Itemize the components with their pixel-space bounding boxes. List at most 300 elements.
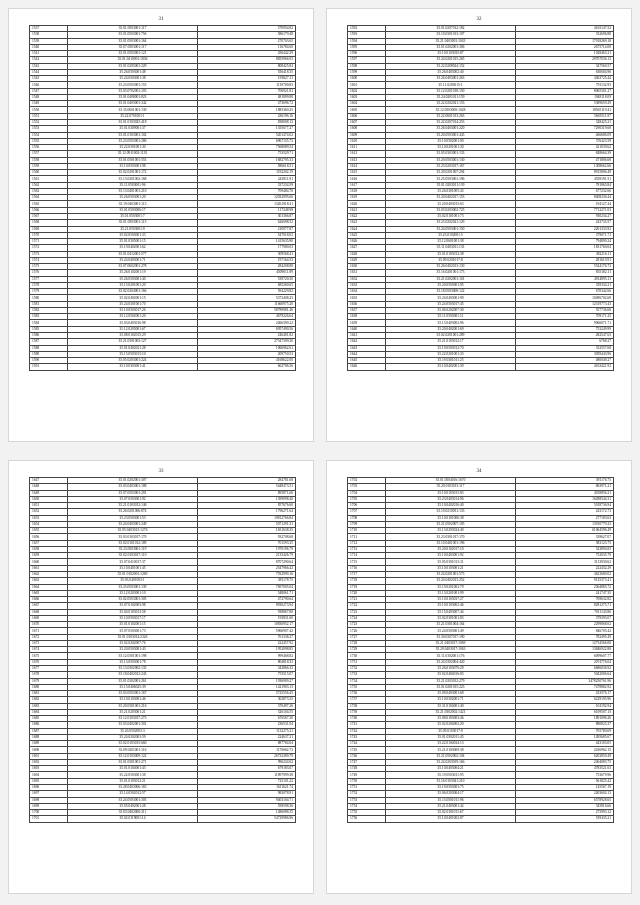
row-number: 1669 [30,615,68,621]
row-number: 1644 [348,351,386,357]
cadastral-number: 35.19.0503003:75 [386,785,516,791]
row-number: 1723 [348,609,386,615]
cadastral-value: 685260.65 [198,282,296,288]
cadastral-value: 781865.84 [516,182,614,188]
row-number: 1648 [30,484,68,490]
cadastral-number: 35.19.0301011:25 [386,358,516,364]
cadastral-value: 193831.60 [198,615,296,621]
cadastral-value: 379393.07 [516,615,614,621]
cadastral-number: 35.13.0201001:99 [386,590,516,596]
cadastral-value: 794890.24 [516,239,614,245]
cadastral-value: 12734566.08 [516,640,614,646]
row-number: 1699 [30,803,68,809]
cadastral-value: 705780.09 [516,728,614,734]
row-number: 1629 [348,257,386,263]
row-number: 1657 [30,540,68,546]
table-row [348,364,614,370]
cadastral-value: 594229.82 [198,289,296,295]
cadastral-number: 35.24.0503001:38 [68,76,198,82]
cadastral-number: 35.01.0103012:38 [386,251,516,257]
cadastral-number: 35.02.0201001:172 [68,170,198,176]
row-number: 1664 [30,584,68,590]
row-number: 1687 [30,728,68,734]
cadastral-number: 35.10.0201001:30 [386,145,516,151]
cadastral-number: 35.22.0207014:253 [386,119,516,125]
cadastral-value: 277183.63 [516,515,614,521]
cadastral-value: 5071291.31 [198,521,296,527]
row-number: 1589 [30,351,68,357]
page-number: 31 [158,17,164,22]
row-number: 1607 [348,119,386,125]
cadastral-number: 35.23.0301017:170 [386,534,516,540]
row-number: 1561 [30,176,68,182]
row-number: 1626 [348,239,386,245]
cadastral-value: 3113930.62 [516,559,614,565]
cadastral-number: 35.02.0204001:166 [68,289,198,295]
cadastral-number: 35.23.0102001:5 [386,232,516,238]
row-number: 1558 [30,157,68,163]
cadastral-value: 1119700.83 [198,82,296,88]
cadastral-number: 35.21.0403001:42 [386,803,516,809]
cadastral-number: 35.05.0402001:28 [68,803,198,809]
row-number: 1621 [348,207,386,213]
cadastral-value: 4914895.11 [516,276,614,282]
row-number: 1566 [30,207,68,213]
cadastral-number: 35.07.0503001:92 [68,496,198,502]
row-number: 1665 [30,590,68,596]
cadastral-number: 35.01.0503001:756 [68,32,198,38]
cadastral-number: 35.19.0503012:70 [386,345,516,351]
cadastral-value: 8915806.49 [516,170,614,176]
row-number: 1642 [348,339,386,345]
cadastral-value: 4558191.51 [516,176,614,182]
cadastral-value: 8408230.44 [516,195,614,201]
row-number: 1588 [30,345,68,351]
cadastral-number: 35.01.0503006:17 [68,207,198,213]
cadastral-value: 1948118.09 [516,94,614,100]
cadastral-value: 18565119.41 [516,107,614,113]
row-number: 1661 [30,565,68,571]
row-number: 1693 [30,766,68,772]
cadastral-value: 4165147.52 [516,26,614,32]
row-number: 1720 [348,590,386,596]
row-number: 1598 [348,63,386,69]
cadastral-value: 481899.80 [198,94,296,100]
cadastral-value: 193827.11 [198,76,296,82]
cadastral-number: 35.15.0406025:39 [68,684,198,690]
cadastral-number: 35.18.0503008:122 [386,289,516,295]
row-number: 1658 [30,546,68,552]
cadastral-number: 35.26.0403001:263 [386,76,516,82]
cadastral-number: 35.07.0102003:98 [68,603,198,609]
cadastral-value: 838008.13 [198,119,296,125]
row-number: 1578 [30,282,68,288]
cadastral-number: 35.01.0408001:823 [68,94,198,100]
row-number: 1604 [348,101,386,107]
cadastral-number: 35.20.0503001:95 [386,282,516,288]
cadastral-number: 35.01.0203011:139 [386,182,516,188]
registry-table [347,25,614,371]
cadastral-value: 6099607.77 [516,653,614,659]
cadastral-value: 1952098.85 [198,647,296,653]
cadastral-number: 35.22.0208024:152 [386,63,516,69]
row-number: 1601 [348,82,386,88]
cadastral-number: 35.23.0202021:129 [386,220,516,226]
cadastral-number: 35.24.0302004:420 [386,659,516,665]
cadastral-value: 2404083.75 [516,759,614,765]
row-number: 1753 [348,797,386,803]
row-number: 1676 [30,659,68,665]
row-number: 1565 [30,201,68,207]
row-number: 1696 [30,785,68,791]
row-number: 1743 [348,734,386,740]
row-number: 1625 [348,232,386,238]
cadastral-value: 29707036.13 [516,57,614,63]
cadastral-number: 35.01.0202001:307 [68,478,198,484]
cadastral-value: 4623680.02 [516,571,614,577]
row-number: 1570 [30,232,68,238]
cadastral-value: 4363725.44 [516,76,614,82]
cadastral-value: 557736.68 [516,307,614,313]
cadastral-number: 35.21.0403017:1069 [386,640,516,646]
cadastral-number: 35.01.0301001:271 [68,759,198,765]
cadastral-value: 1796271.64 [198,509,296,515]
cadastral-number: 35.24.0503001:150 [386,226,516,232]
cadastral-value: 586618.51 [198,163,296,169]
row-number: 1608 [348,126,386,132]
row-number: 1580 [30,295,68,301]
page-32 [326,8,632,442]
cadastral-value: 2403602.13 [516,791,614,797]
cadastral-number: 35.10.0103002:46 [386,603,516,609]
cadastral-number: 35.19.0403001:113 [68,201,198,207]
cadastral-number: 35.01.0102001:1269 [68,571,198,577]
row-number: 1694 [30,772,68,778]
cadastral-number: 35.24.0201015:265 [386,57,516,63]
cadastral-number: 35.19.0402001:62 [68,245,198,251]
row-number: 1692 [30,759,68,765]
cadastral-number: 35.02.0503001:305 [68,597,198,603]
row-number: 1741 [348,722,386,728]
cadastral-number: 35.10.0101006:38 [386,515,516,521]
cadastral-number: 35.15.0503013:10 [68,351,198,357]
cadastral-number: 35.09.0201001:116 [68,747,198,753]
row-number: 1573 [30,251,68,257]
cadastral-number: 35.18.0402012:243 [68,672,198,678]
cadastral-number: 35.21.0301003:127 [68,339,198,345]
cadastral-value: 275993.12 [516,810,614,816]
row-number: 1719 [348,584,386,590]
cadastral-value: 222432.29 [516,565,614,571]
cadastral-value: 6686036.92 [516,665,614,671]
cadastral-number: 35.01.0305001:15 [68,239,198,245]
cadastral-number: 35.10.0301013:107 [386,32,516,38]
cadastral-value: 8707290.64 [198,559,296,565]
cadastral-value: 863971.21 [516,484,614,490]
row-number: 1667 [30,603,68,609]
cadastral-value: 301366.87 [198,213,296,219]
cadastral-number: 35.02.0101011:67 [386,810,516,816]
row-number: 1574 [30,257,68,263]
cadastral-value: 1028463.21 [516,51,614,57]
cadastral-value: 337234.59 [198,182,296,188]
cadastral-value: 808425.84 [198,63,296,69]
cadastral-value: 284208.88 [198,264,296,270]
row-number: 1612 [348,151,386,157]
row-number: 1548 [30,94,68,100]
row-number: 1681 [30,691,68,697]
cadastral-number: 35.10.0502001:90 [386,138,516,144]
row-number: 1715 [348,559,386,565]
cadastral-number: 35.24.0301001:70 [68,301,198,307]
row-number: 1738 [348,703,386,709]
row-number: 1572 [30,245,68,251]
cadastral-value: 5448473.51 [198,484,296,490]
cadastral-number: 35.21.0502002:104 [386,753,516,759]
cadastral-number: 35.12.0205001:67 [68,326,198,332]
cadastral-value: 12032995.66 [198,195,296,201]
cadastral-value: 761338.27 [198,634,296,640]
cadastral-value: 5389659.29 [516,101,614,107]
row-number: 1707 [348,509,386,515]
cadastral-number: 35.09.0403001:68 [386,691,516,697]
registry-table [29,477,296,823]
row-number: 1673 [30,640,68,646]
cadastral-value: 116784.60 [198,44,296,50]
cadastral-number: 35.21.0103012:146 [68,503,198,509]
cadastral-number: 35.26.0503001:20 [68,195,198,201]
cadastral-number: 35.01.0201015:223 [386,684,516,690]
row-number: 1702 [348,478,386,484]
row-number: 1632 [348,276,386,282]
cadastral-value: 421039.62 [516,145,614,151]
cadastral-value: 326104.55 [198,709,296,715]
row-number: 1740 [348,716,386,722]
row-number: 1619 [348,195,386,201]
row-number: 1611 [348,145,386,151]
cadastral-value: 4168622.00 [198,358,296,364]
cadastral-value: 753679.96 [516,772,614,778]
row-number: 1597 [348,57,386,63]
cadastral-number: 35.21.0502007:105 [386,521,516,527]
cadastral-value: 1682795.33 [198,157,296,163]
cadastral-value: 58789981.46 [198,307,296,313]
cadastral-value: 381178.75 [198,578,296,584]
cadastral-value: 323894.83 [516,546,614,552]
cadastral-number: 35.13.0203024:40 [386,528,516,534]
cadastral-number: 35.01.0402021:28 [68,345,198,351]
row-number: 1655 [30,528,68,534]
row-number: 1628 [348,251,386,257]
row-number: 1714 [348,553,386,559]
cadastral-value: 752035.79 [516,553,614,559]
row-number: 1577 [30,276,68,282]
cadastral-number: 35.21.0203001:21 [68,709,198,715]
cadastral-number: 35.12.0103009:122 [68,753,198,759]
cadastral-number: 35.20.0503001:443 [386,132,516,138]
row-number: 1557 [30,151,68,157]
cadastral-number: 35.12.0503005:1028 [386,107,516,113]
cadastral-number: 35.20.0402001:69 [386,326,516,332]
row-number: 1686 [30,722,68,728]
row-number: 1734 [348,678,386,684]
cadastral-value: 382216.11 [516,251,614,257]
cadastral-number: 35.10.0401002:87 [386,816,516,822]
cadastral-value: 309568.41 [198,251,296,257]
row-number: 1749 [348,772,386,778]
cadastral-number: 35.03.0103017:170 [68,534,198,540]
cadastral-value: 996234.02 [198,759,296,765]
cadastral-value: 12319773.43 [516,301,614,307]
row-number: 1735 [348,684,386,690]
cadastral-number: 35.11.0503001:11 [386,314,516,320]
cadastral-number: 35.01.0503001:121 [68,51,198,57]
cadastral-value: 26732389.79 [198,753,296,759]
row-number: 1756 [348,816,386,822]
cadastral-value: 6202850.49 [516,753,614,759]
cadastral-number: 35.20.0503001:43 [68,647,198,653]
row-number: 1641 [348,333,386,339]
cadastral-value: 376423.59 [516,138,614,144]
cadastral-value: 848664.39 [516,151,614,157]
cadastral-number: 35.22.0104034:13 [386,741,516,747]
page-31 [8,8,314,442]
cadastral-number: 35.23.0503001:139 [68,584,198,590]
cadastral-value: 11897999.38 [198,772,296,778]
row-number: 1606 [348,113,386,119]
cadastral-value: 1970196.79 [198,546,296,552]
cadastral-value: 769632.82 [516,597,614,603]
row-number: 1571 [30,239,68,245]
cadastral-number: 35.26.0201006:874 [68,509,198,515]
cadastral-number: 35.02.0101012:189 [68,540,198,546]
cadastral-number: 35.22.0601013:263 [386,113,516,119]
row-number: 1663 [30,578,68,584]
row-number: 1709 [348,521,386,527]
cadastral-number: 35.31.0104001:40 [386,703,516,709]
row-number: 1579 [30,289,68,295]
cadastral-value: 19812766.84 [198,515,296,521]
row-number: 1685 [30,716,68,722]
row-number: 1546 [30,82,68,88]
cadastral-number: 35.13.0201002:168 [68,176,198,182]
cadastral-value: 4509011.89 [198,270,296,276]
cadastral-number: 35.10.0402016:40 [386,503,516,509]
cadastral-value: 630604.96 [516,69,614,75]
row-number: 1671 [30,628,68,634]
cadastral-number: 35.10.0210031:133 [386,509,516,515]
cadastral-number: 35.26.0403001:220 [386,126,516,132]
cadastral-value: 6229195.96 [516,697,614,703]
cadastral-value: 243172.73 [516,509,614,515]
cadastral-value: 2466390.22 [198,320,296,326]
cadastral-number: 35.10.0103015:83 [386,490,516,496]
row-number: 1633 [348,282,386,288]
row-number: 1540 [30,44,68,50]
cadastral-value: 2364883.72 [516,584,614,590]
row-number: 1550 [30,107,68,113]
cadastral-number: 35.22.0503001:38 [68,772,198,778]
cadastral-value: 339627.07 [516,534,614,540]
cadastral-number: 35.01.0410001:1836 [68,57,198,63]
cadastral-number: 35.03.0303001:133 [386,151,516,157]
cadastral-value: 4679226.64 [198,314,296,320]
cadastral-value: 2201333.92 [516,226,614,232]
cadastral-value: 436196.16 [198,113,296,119]
row-number: 1697 [30,791,68,797]
row-number: 1708 [348,515,386,521]
cadastral-value: 539720.30 [198,276,296,282]
cadastral-number: 35.20.0403015:63 [386,201,516,207]
cadastral-number: 35.02.0101001:73 [386,213,516,219]
cadastral-value: 284781.68 [198,478,296,484]
row-number: 1624 [348,226,386,232]
cadastral-value: 302873.35 [198,697,296,703]
cadastral-value: 1355677.27 [198,126,296,132]
cadastral-number: 35.02.0103015:660 [68,741,198,747]
row-number: 1716 [348,565,386,571]
cadastral-number: 35.01.0503001:7 [68,213,198,219]
cadastral-number: 35.04.0103013:58 [68,609,198,615]
row-number: 1704 [348,490,386,496]
cadastral-value: 662706.56 [198,364,296,370]
cadastral-number: 35.12.0911002:1135 [68,151,198,157]
row-number: 1670 [30,622,68,628]
cadastral-value: 835182.11 [516,270,614,276]
row-number: 1666 [30,597,68,603]
cadastral-number: 35.08.0103003:46 [386,716,516,722]
row-number: 1706 [348,503,386,509]
row-number: 1674 [30,647,68,653]
row-number: 1651 [30,503,68,509]
row-number: 1622 [348,213,386,219]
row-number: 1543 [30,63,68,69]
row-number: 1634 [348,289,386,295]
cadastral-value: 342866.32 [198,665,296,671]
row-number: 1547 [30,88,68,94]
cadastral-value: 332557.68 [516,345,614,351]
cadastral-number: 35.21.0103012:17 [386,339,516,345]
cadastral-number: 35.26.0503001:48 [68,69,198,75]
cadastral-number: 35.01.0103012:21 [68,778,198,784]
row-number: 1654 [30,521,68,527]
cadastral-value: 7568089.54 [198,145,296,151]
cadastral-value: 27547399.30 [198,339,296,345]
row-number: 1636 [348,301,386,307]
page-34 [326,460,632,894]
row-number: 1627 [348,245,386,251]
row-number: 1631 [348,270,386,276]
cadastral-number: 35.02.0402001:15 [68,295,198,301]
cadastral-number: 35.24.0503017:45 [386,301,516,307]
cadastral-value: 339334.21 [516,282,614,288]
cadastral-number: 35.02.0404016:83 [386,672,516,678]
page-33 [8,460,314,894]
cadastral-value: 13846922.88 [516,647,614,653]
cadastral-number: 35.11.0302001:176 [386,653,516,659]
cadastral-number: 35.26.0301005:43 [386,188,516,194]
cadastral-number: 35.35.0601001:139 [68,107,198,113]
cadastral-value: 1936909.27 [198,678,296,684]
row-number: 1724 [348,615,386,621]
cadastral-number: 35.11.0203015:1 [386,82,516,88]
row-number: 1750 [348,778,386,784]
row-number: 1737 [348,697,386,703]
cadastral-value: 10830952.17 [198,622,296,628]
cadastral-value: 332696.88 [516,32,614,38]
row-number: 1690 [30,747,68,753]
cadastral-number: 35.11.0503001:96 [68,182,198,188]
